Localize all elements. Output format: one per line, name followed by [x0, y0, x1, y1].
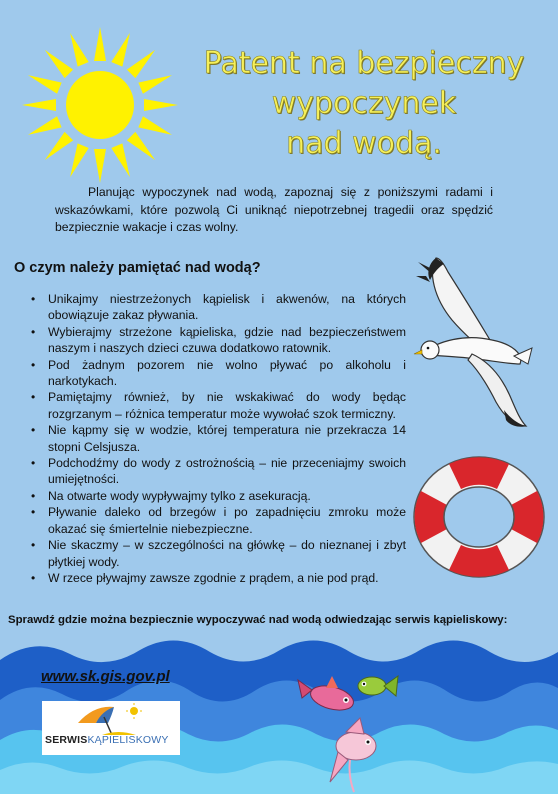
poster-title	[180, 44, 548, 164]
section-heading: O czym należy pamiętać nad wodą?	[14, 260, 261, 276]
list-item: • Pod żadnym pozorem nie wolno pływać po alkoholu i narkotykach.	[30, 357, 406, 390]
lifebuoy-icon	[410, 452, 548, 582]
umbrella-icon	[74, 703, 154, 737]
logo-word-kapieliskowy: KĄPIELISKOWY	[87, 734, 169, 746]
logo-text	[45, 734, 169, 746]
list-item: • Podchodźmy do wody z ostrożnością – nie przeceniajmy swoich umiejętności.	[30, 455, 406, 488]
title-line-2: wypoczynek	[271, 86, 457, 121]
footer-note: Sprawdź gdzie można bezpiecznie wypoczywać nad wodą odwiedzając serwis kąpieliskowy:	[8, 614, 508, 626]
list-item: • Na otwarte wody wypływajmy tylko z asekuracją.	[30, 488, 406, 504]
intro-paragraph: Planując wypoczynek nad wodą, zapoznaj się z poniższymi radami i wskazówkami, które pozwolą Ci uniknąć niepotrzebnej tragedii oraz spędzić bezpiecznie wakacje i czas wolny.	[55, 185, 493, 234]
list-item: • Nie kąpmy się w wodzie, której temperatura nie przekracza 14 stopni Celsjusza.	[30, 422, 406, 455]
list-item: • Unikajmy niestrzeżonych kąpielisk i akwenów, na których obowiązuje zakaz pływania.	[30, 291, 406, 324]
list-item: • W rzece pływajmy zawsze zgodnie z prądem, a nie pod prąd.	[30, 570, 406, 586]
serwis-kapieliskowy-logo	[42, 701, 180, 755]
seagull-icon	[408, 250, 538, 430]
logo-word-serwis: SERWIS	[45, 734, 88, 746]
title-line-1: Patent na bezpieczny	[203, 46, 525, 81]
title-line-3: nad wodą.	[286, 126, 442, 161]
list-item: • Wybierajmy strzeżone kąpieliska, gdzie nad bezpieczeństwem naszym i naszych dzieci czuwa dodatkowo ratownik.	[30, 324, 406, 357]
sun-icon	[14, 25, 184, 185]
list-item: • Pamiętajmy również, by nie wskakiwać do wody będąc rozgrzanym – różnica temperatur może wywołać szok termiczny.	[30, 389, 406, 422]
fish-icon	[290, 672, 400, 794]
safety-rules-list	[30, 291, 406, 586]
list-item: • Pływanie daleko od brzegów i po zapadnięciu zmroku może okazać się śmiertelnie niebezpieczne.	[30, 504, 406, 537]
list-item: • Nie skaczmy – w szczególności na główkę – do nieznanej i zbyt płytkiej wody.	[30, 537, 406, 570]
website-link[interactable]: www.sk.gis.gov.pl	[41, 668, 170, 685]
